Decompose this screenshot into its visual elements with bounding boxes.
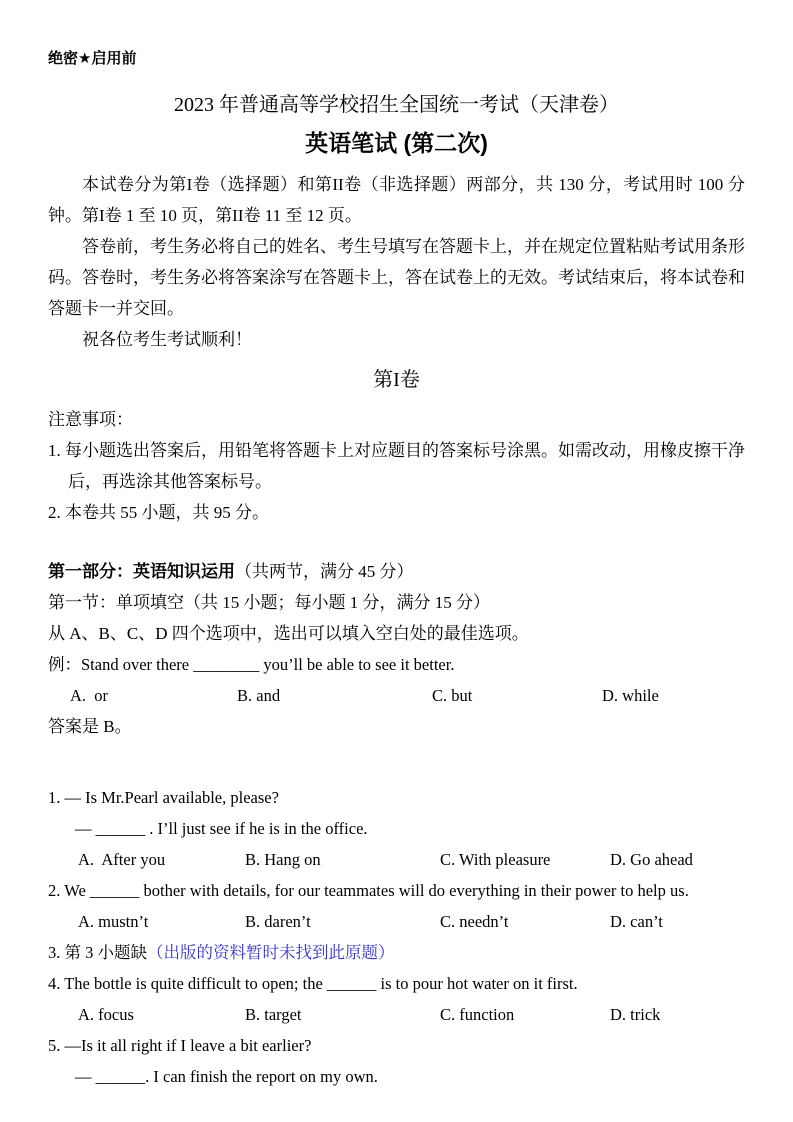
- example-answer-note: 答案是 B。: [48, 717, 132, 736]
- question-2-option-c: C. needn’t: [440, 912, 509, 931]
- question-1-stem: 1. — Is Mr.Pearl available, please?: [48, 788, 279, 807]
- part-1-heading-score: （共两节，满分 45 分）: [235, 562, 414, 581]
- question-1-option-a: A. After you: [78, 850, 166, 869]
- good-luck-line: 祝各位考生考试顺利！: [82, 330, 252, 349]
- question-3-missing-label: 3. 第 3 小题缺: [48, 943, 147, 962]
- question-5-stem: 5. —Is it all right if I leave a bit earlier?: [48, 1036, 312, 1055]
- question-4-stem: 4. The bottle is quite difficult to open; the ______ is to pour hot water on it first.: [48, 974, 578, 993]
- question-5-reply: — ______. I can finish the report on my own.: [75, 1067, 378, 1086]
- question-4-option-b: B. target: [245, 1005, 302, 1024]
- question-4-option-d: D. trick: [610, 1005, 661, 1024]
- example-option-a: A. or: [70, 686, 109, 705]
- question-2: [48, 875, 745, 937]
- section-1-heading: 第一节：单项填空（共 15 小题；每小题 1 分，满分 15 分）: [48, 593, 490, 612]
- secrecy-label: 绝密★启用前: [48, 50, 137, 67]
- question-2-option-b: B. daren’t: [245, 912, 311, 931]
- question-2-stem: 2. We ______ bother with details, for our teammates will do everything in their power to help us.: [48, 881, 689, 900]
- question-2-option-a: A. mustn’t: [78, 912, 149, 931]
- question-4-option-c: C. function: [440, 1005, 515, 1024]
- example-option-c: C. but: [432, 686, 473, 705]
- question-4-options-row: [78, 999, 745, 1030]
- question-3: [48, 937, 745, 968]
- exam-title: 2023 年普通高等学校招生全国统一考试（天津卷）: [174, 94, 619, 116]
- question-1-option-c: C. With pleasure: [440, 850, 551, 869]
- part-1-heading-bold: 第一部分：英语知识运用: [48, 562, 235, 581]
- intro-paragraph-structure: 本试卷分为第I卷（选择题）和第II卷（非选择题）两部分，共 130 分，考试用时 100 分钟。第I卷 1 至 10 页，第II卷 11 至 12 页。: [48, 175, 745, 225]
- question-1-options-row: [78, 844, 745, 875]
- question-2-option-d: D. can’t: [610, 912, 663, 931]
- question-1-option-d: D. Go ahead: [610, 850, 693, 869]
- question-1: [48, 782, 745, 875]
- example-question: [48, 649, 745, 711]
- intro-paragraph-answer-sheet: 答卷前，考生务必将自己的姓名、考生号填写在答题卡上，并在规定位置粘贴考试用条形码。答卷时，考生务必将答案涂写在答题卡上，答在试卷上的无效。考试结束后，将本试卷和答题卡一并交回。: [48, 237, 745, 318]
- question-4-option-a: A. focus: [78, 1005, 134, 1024]
- note-item-2: 2. 本卷共 55 小题，共 95 分。: [48, 503, 269, 522]
- question-2-options-row: [78, 906, 745, 937]
- notes-title: 注意事项：: [48, 410, 133, 429]
- example-option-d: D. while: [602, 686, 659, 705]
- section-1-instruction: 从 A、B、C、D 四个选项中，选出可以填入空白处的最佳选项。: [48, 624, 529, 643]
- volume-1-heading: 第I卷: [373, 369, 420, 391]
- exam-intro: [48, 169, 745, 355]
- example-stem: 例：Stand over there ________ you’ll be able to see it better.: [48, 655, 455, 674]
- note-item-1: 1. 每小题选出答案后，用铅笔将答题卡上对应题目的答案标号涂黑。如需改动，用橡皮擦干净后，再选涂其他答案标号。: [48, 441, 745, 491]
- example-options-row: [70, 680, 745, 711]
- question-1-option-b: B. Hang on: [245, 850, 321, 869]
- spacer: [48, 742, 745, 782]
- question-3-stem: [48, 937, 745, 968]
- question-5: [48, 1030, 745, 1092]
- question-4: [48, 968, 745, 1030]
- part-1-heading: [48, 556, 745, 587]
- question-3-missing-note: （出版的资料暂时未找到此原题）: [147, 943, 395, 962]
- question-1-reply: — ______ . I’ll just see if he is in the office.: [75, 819, 368, 838]
- example-option-b: B. and: [237, 686, 281, 705]
- paper-subject-title: 英语笔试 (第二次): [305, 130, 488, 156]
